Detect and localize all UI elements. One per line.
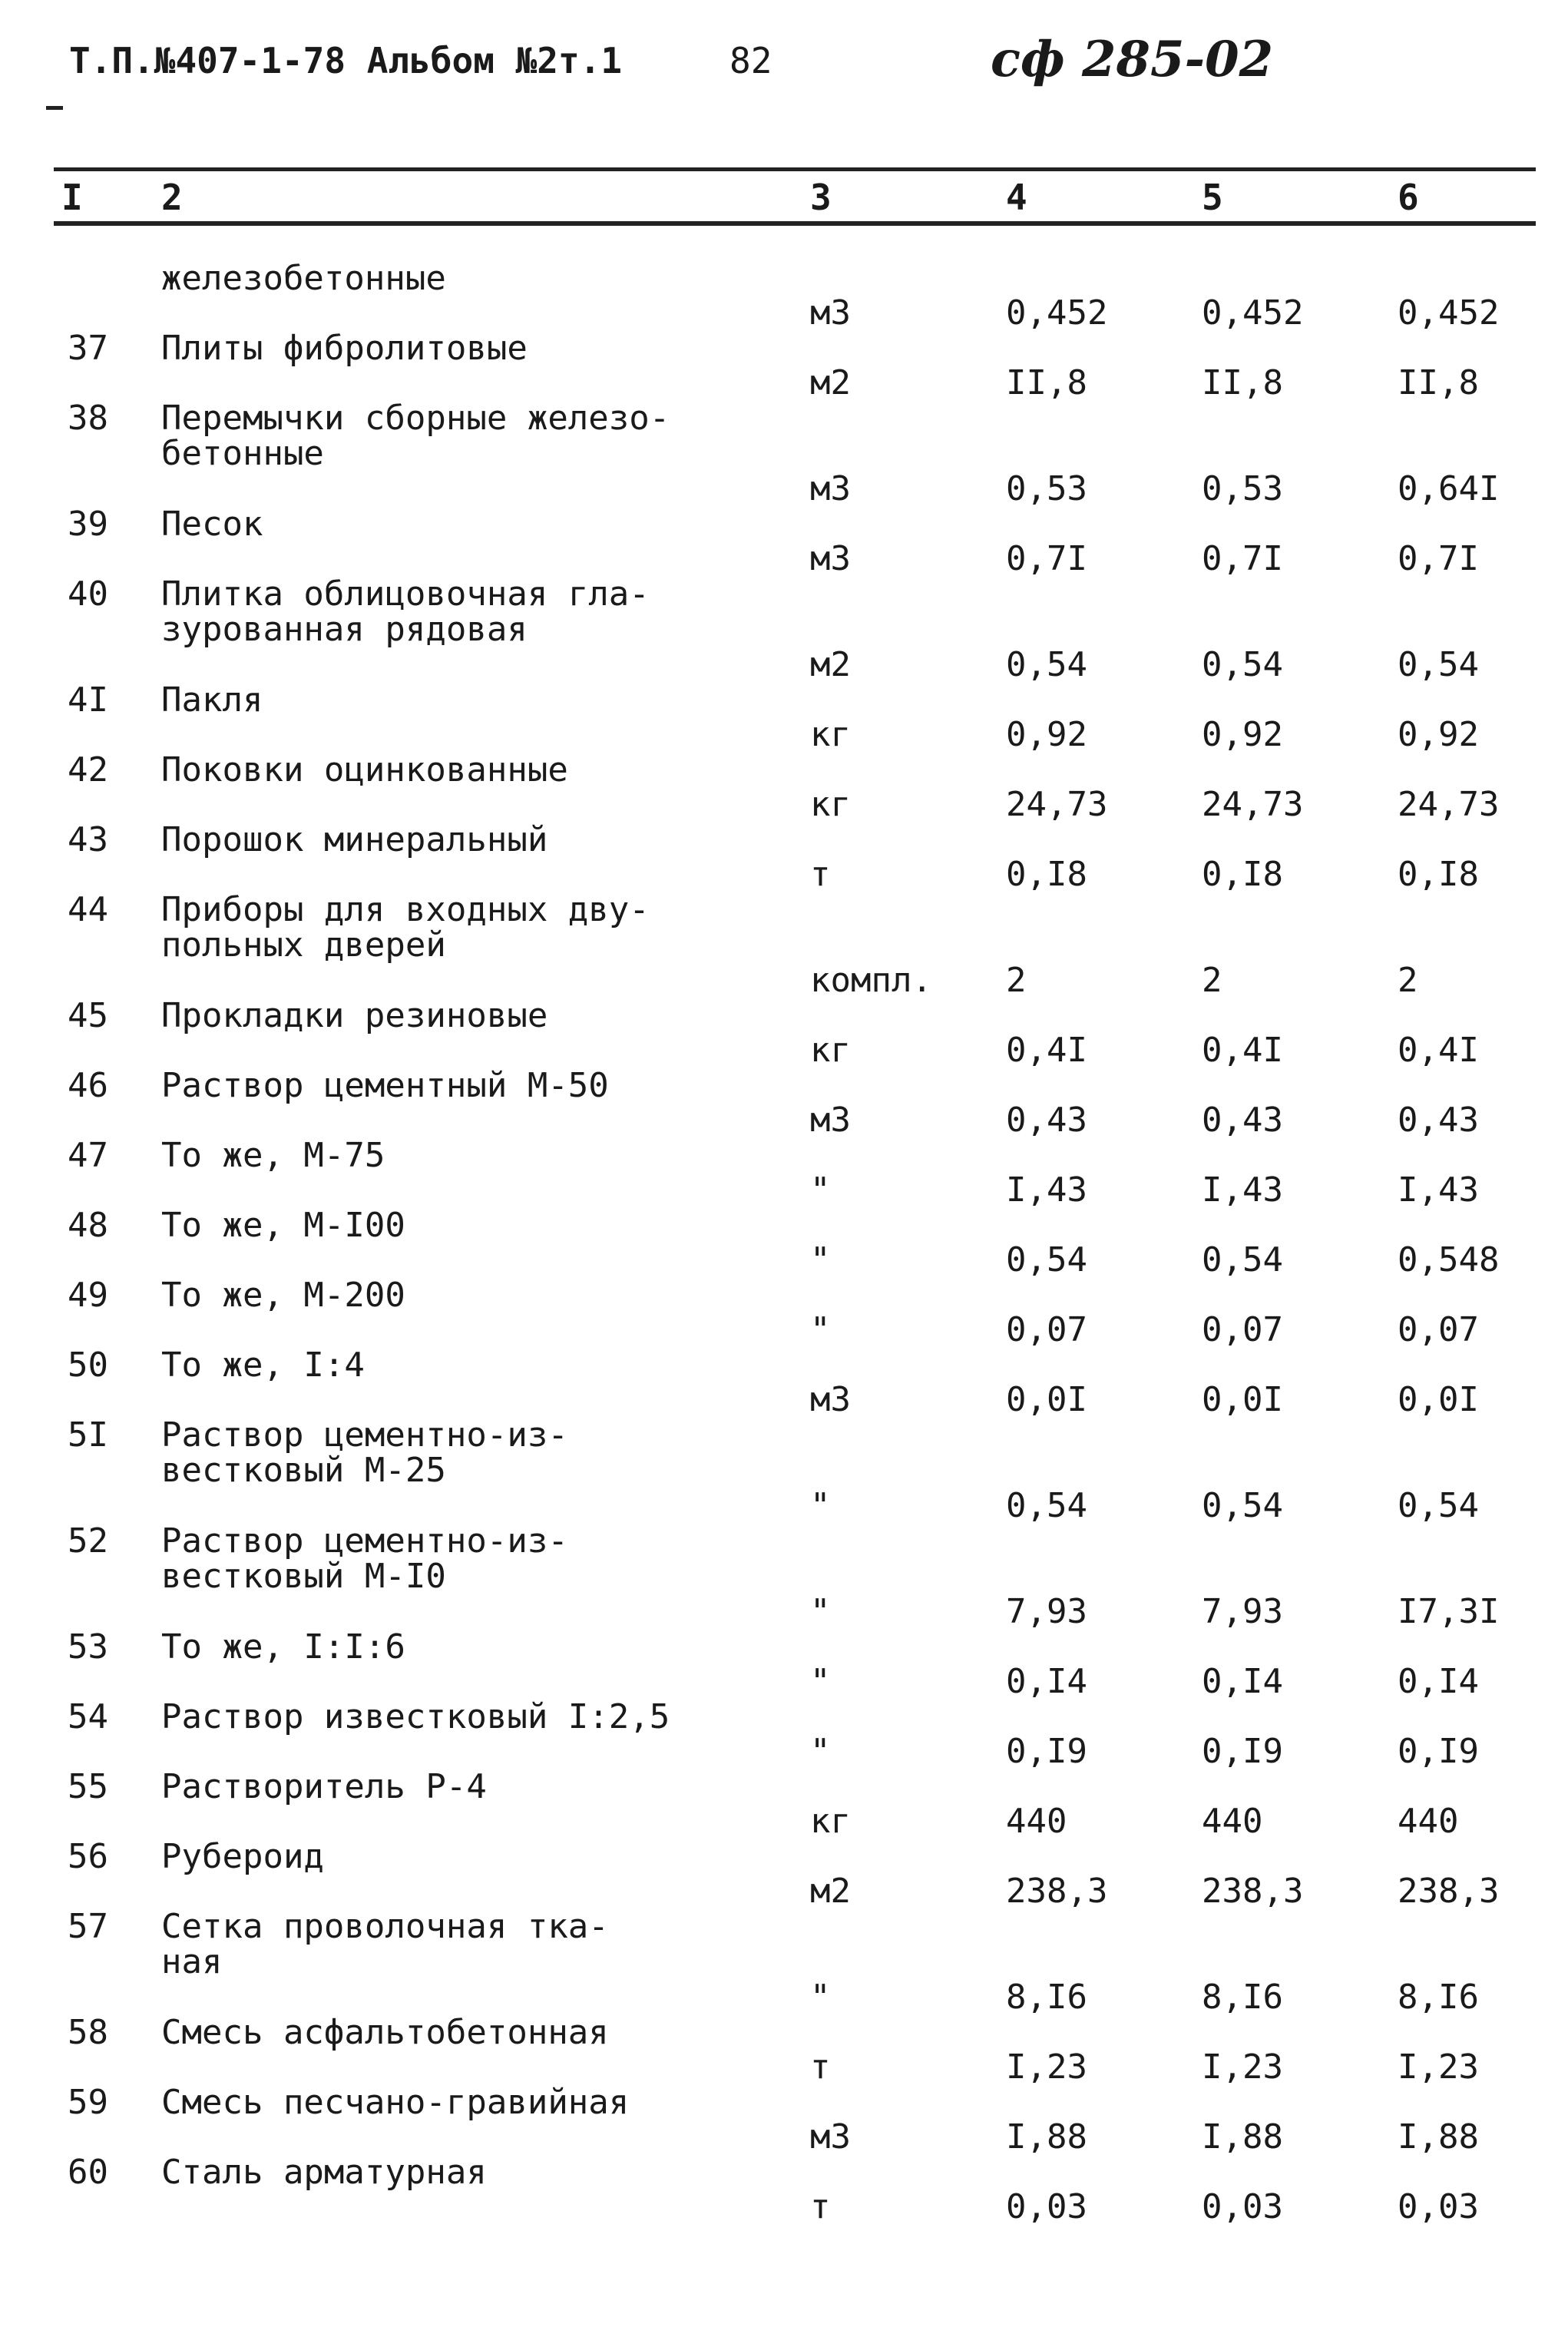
material-name: Плиты фибролитовые [161,329,528,368]
quantity-col-6: 0,I4 [1398,1662,1479,1701]
table-row [0,1697,1568,1771]
material-name: Плитка облицовочная гла- зурованная рядовая [161,574,650,649]
quantity-col-5: 238,3 [1202,1872,1304,1911]
quantity-col-6: 0,0I [1398,1380,1479,1419]
quantity-col-4: I,43 [1006,1170,1087,1210]
table-row [0,1138,1568,1208]
material-name: То же, М-200 [161,1276,405,1315]
quantity-col-6: 0,I8 [1398,855,1479,894]
table-row [0,1521,1568,1631]
quantity-col-6: I,88 [1398,2117,1479,2157]
unit-of-measure: м2 [810,645,851,684]
row-number: 56 [68,1837,108,1876]
quantity-col-4: 24,73 [1006,785,1108,824]
material-name: Раствор цементный М-50 [161,1066,609,1105]
quantity-col-6: 0,452 [1398,293,1500,333]
quantity-col-6: 0,03 [1398,2187,1479,2226]
table-row [0,1348,1568,1418]
table-row [0,2015,1568,2085]
material-name: Растворитель Р-4 [161,1767,487,1806]
quantity-col-6: 24,73 [1398,785,1500,824]
row-number: 37 [68,329,108,368]
quantity-col-5: 0,I9 [1202,1732,1283,1771]
quantity-col-5: 0,43 [1202,1101,1283,1140]
unit-of-measure: т [810,2047,831,2087]
table-row [0,1909,1568,2015]
material-name: То же, М-I00 [161,1206,405,1245]
materials-table-body [0,261,1568,2225]
material-name: То же, М-75 [161,1136,385,1175]
row-number: 53 [68,1627,108,1667]
table-row [0,1769,1568,1839]
material-name: Порошок минеральный [161,820,548,859]
row-number: 48 [68,1206,108,1245]
quantity-col-5: 0,92 [1202,715,1283,754]
quantity-col-6: I7,3I [1398,1592,1500,1631]
table-row [0,2085,1568,2155]
quantity-col-4: 8,I6 [1006,1978,1087,2017]
quantity-col-4: 0,I9 [1006,1732,1087,1771]
quantity-col-4: 0,7I [1006,539,1087,578]
table-row [0,1415,1568,1525]
quantity-col-6: 0,I9 [1398,1732,1479,1771]
quantity-col-4: I,88 [1006,2117,1087,2157]
quantity-col-5: I,23 [1202,2047,1283,2087]
unit-of-measure: " [810,1592,831,1631]
unit-of-measure: " [810,1662,831,1701]
unit-of-measure: м3 [810,469,851,508]
unit-of-measure: м3 [810,293,851,333]
quantity-col-5: 0,I8 [1202,855,1283,894]
table-row [0,1627,1568,1701]
quantity-col-5: 0,07 [1202,1310,1283,1349]
quantity-col-4: 0,54 [1006,1240,1087,1279]
quantity-col-5: 0,I4 [1202,1662,1283,1701]
table-row [0,1839,1568,1909]
quantity-col-4: 0,54 [1006,645,1087,684]
row-number: 4I [68,680,108,720]
unit-of-measure: кг [810,1802,851,1841]
margin-dash [46,106,63,110]
table-row [0,261,1568,331]
quantity-col-5: 0,54 [1202,645,1283,684]
quantity-col-6: 0,4I [1398,1031,1479,1070]
table-row [0,892,1568,998]
document-reference: Т.П.№407-1-78 Альбом №2т.1 [69,40,623,81]
quantity-col-5: 0,0I [1202,1380,1283,1419]
quantity-col-5: 0,03 [1202,2187,1283,2226]
quantity-col-4: II,8 [1006,363,1087,402]
quantity-col-4: 0,92 [1006,715,1087,754]
material-name: Поковки оцинкованные [161,750,568,789]
table-row [0,331,1568,401]
quantity-col-5: 0,53 [1202,469,1283,508]
column-header-3: 3 [810,177,832,218]
material-name: Смесь песчано-гравийная [161,2083,630,2122]
unit-of-measure: кг [810,1031,851,1070]
quantity-col-4: 0,03 [1006,2187,1087,2226]
quantity-col-5: 0,54 [1202,1240,1283,1279]
table-row [0,750,1568,824]
material-name: Раствор известковый I:2,5 [161,1697,670,1736]
unit-of-measure: м3 [810,2117,851,2157]
material-name: Прокладки резиновые [161,996,548,1035]
row-number: 49 [68,1276,108,1315]
quantity-col-4: 0,I8 [1006,855,1087,894]
unit-of-measure: т [810,855,831,894]
material-name: Раствор цементно-из- вестковый М-I0 [161,1521,568,1596]
material-name: Рубероид [161,1837,324,1876]
row-number: 55 [68,1767,108,1806]
row-number: 44 [68,890,108,929]
unit-of-measure: м3 [810,539,851,578]
quantity-col-4: 2 [1006,961,1027,1000]
unit-of-measure: м3 [810,1380,851,1419]
quantity-col-4: 0,54 [1006,1486,1087,1525]
material-name: Сетка проволочная тка- ная [161,1907,609,1981]
row-number: 47 [68,1136,108,1175]
unit-of-measure: " [810,1240,831,1279]
row-number: 43 [68,820,108,859]
material-name: Пакля [161,680,263,720]
column-header-2: 2 [161,177,183,218]
table-row [0,1278,1568,1348]
quantity-col-6: 8,I6 [1398,1978,1479,2017]
table-row [0,574,1568,684]
quantity-col-4: 0,07 [1006,1310,1087,1349]
row-number: 40 [68,574,108,614]
column-header-4: 4 [1006,177,1027,218]
row-number: 5I [68,1415,108,1455]
quantity-col-5: 8,I6 [1202,1978,1283,2017]
quantity-col-4: 238,3 [1006,1872,1108,1911]
material-name: Перемычки сборные железо- бетонные [161,399,670,473]
quantity-col-6: II,8 [1398,363,1479,402]
quantity-col-6: I,23 [1398,2047,1479,2087]
quantity-col-5: I,88 [1202,2117,1283,2157]
quantity-col-6: 0,54 [1398,1486,1479,1525]
quantity-col-4: 0,53 [1006,469,1087,508]
unit-of-measure: " [810,1310,831,1349]
quantity-col-6: 0,54 [1398,645,1479,684]
row-number: 50 [68,1346,108,1385]
quantity-col-4: 0,452 [1006,293,1108,333]
material-name: Песок [161,505,263,544]
table-row [0,1068,1568,1138]
unit-of-measure: т [810,2187,831,2226]
material-name: железобетонные [161,259,446,298]
quantity-col-4: 0,0I [1006,1380,1087,1419]
quantity-col-5: 2 [1202,961,1222,1000]
quantity-col-6: 0,43 [1398,1101,1479,1140]
unit-of-measure: м2 [810,363,851,402]
row-number: 59 [68,2083,108,2122]
table-row [0,507,1568,577]
unit-of-measure: кг [810,785,851,824]
table-row [0,680,1568,754]
unit-of-measure: м2 [810,1872,851,1911]
quantity-col-5: 0,7I [1202,539,1283,578]
table-row [0,998,1568,1068]
table-row [0,820,1568,894]
row-number: 38 [68,399,108,438]
unit-of-measure: " [810,1170,831,1210]
quantity-col-5: 7,93 [1202,1592,1283,1631]
quantity-col-5: 440 [1202,1802,1263,1841]
unit-of-measure: м3 [810,1101,851,1140]
quantity-col-5: 24,73 [1202,785,1304,824]
table-top-rule [54,167,1536,171]
column-header-5: 5 [1202,177,1223,218]
column-header-1: I [61,177,83,218]
material-name: Смесь асфальтобетонная [161,2013,609,2052]
column-header-6: 6 [1398,177,1419,218]
row-number: 60 [68,2153,108,2192]
row-number: 58 [68,2013,108,2052]
quantity-col-5: 0,54 [1202,1486,1283,1525]
material-name: Сталь арматурная [161,2153,487,2192]
table-row [0,401,1568,507]
quantity-col-6: 0,64I [1398,469,1500,508]
row-number: 46 [68,1066,108,1105]
material-name: Приборы для входных дву- польных дверей [161,890,650,965]
page-number: 82 [729,40,772,81]
unit-of-measure: " [810,1486,831,1525]
quantity-col-4: 0,I4 [1006,1662,1087,1701]
row-number: 45 [68,996,108,1035]
table-row [0,1208,1568,1278]
table-header-rule [54,221,1536,226]
handwritten-note: сф 285-02 [991,31,1274,88]
quantity-col-6: 0,07 [1398,1310,1479,1349]
row-number: 42 [68,750,108,789]
quantity-col-5: 0,452 [1202,293,1304,333]
quantity-col-6: 2 [1398,961,1418,1000]
quantity-col-6: 238,3 [1398,1872,1500,1911]
quantity-col-6: 0,548 [1398,1240,1500,1279]
unit-of-measure: кг [810,715,851,754]
unit-of-measure: компл. [810,961,932,1000]
quantity-col-4: I,23 [1006,2047,1087,2087]
quantity-col-6: 0,7I [1398,539,1479,578]
quantity-col-4: 0,43 [1006,1101,1087,1140]
material-name: Раствор цементно-из- вестковый М-25 [161,1415,568,1490]
material-name: То же, I:I:6 [161,1627,405,1667]
quantity-col-6: 0,92 [1398,715,1479,754]
material-name: То же, I:4 [161,1346,365,1385]
row-number: 52 [68,1521,108,1561]
table-row [0,2155,1568,2225]
document-header [69,31,1528,115]
row-number: 54 [68,1697,108,1736]
unit-of-measure: " [810,1978,831,2017]
quantity-col-6: 440 [1398,1802,1459,1841]
quantity-col-5: II,8 [1202,363,1283,402]
quantity-col-4: 7,93 [1006,1592,1087,1631]
row-number: 57 [68,1907,108,1946]
quantity-col-4: 440 [1006,1802,1067,1841]
row-number: 39 [68,505,108,544]
unit-of-measure: " [810,1732,831,1771]
quantity-col-5: I,43 [1202,1170,1283,1210]
quantity-col-6: I,43 [1398,1170,1479,1210]
quantity-col-5: 0,4I [1202,1031,1283,1070]
quantity-col-4: 0,4I [1006,1031,1087,1070]
